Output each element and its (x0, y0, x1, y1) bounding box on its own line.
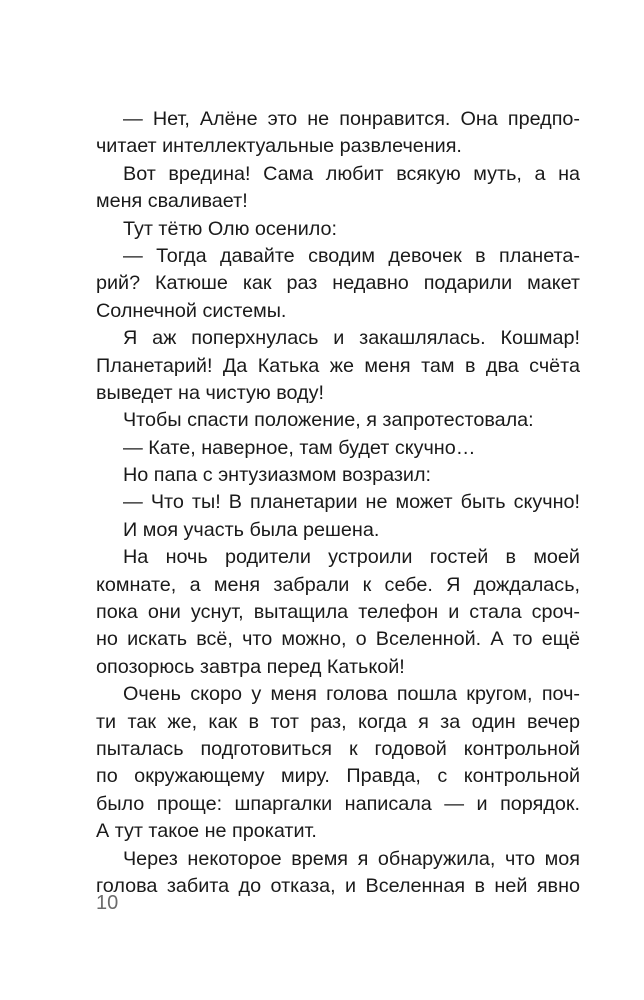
text-line: ти так же, как в тот раз, когда я за один вечер (96, 710, 580, 733)
text-line: меня сваливает! (96, 190, 248, 213)
text-line: Тут тётю Олю осенило: (123, 217, 338, 240)
text-line: — Кате, наверное, там будет скучно… (123, 436, 476, 459)
text-line: пока они уснут, вытащила телефон и стала сроч- (96, 601, 580, 624)
text-line: Я аж поперхнулась и закашлялась. Кошмар! (123, 327, 580, 350)
text-line: рий? Катюше как раз недавно подарили макет (96, 272, 580, 295)
page-number: 10 (96, 892, 119, 914)
text-line: опозорюсь завтра перед Катькой! (96, 655, 405, 678)
text-line: На ночь родители устроили гостей в моей (123, 546, 580, 569)
text-line: выведет на чистую воду! (96, 381, 324, 404)
text-line: комнате, а меня забрали к себе. Я дождалась, (96, 573, 580, 596)
text-line: Вот вредина! Сама любит всякую муть, а на (123, 162, 580, 185)
text-line: — Тогда давайте сводим девочек в планета- (123, 244, 580, 267)
body-text (96, 106, 580, 900)
text-line: — Что ты! В планетарии не может быть скучно! (123, 491, 580, 514)
text-line: было проще: шпаргалки написала — и порядок. (96, 792, 580, 815)
text-line: И моя участь была решена. (123, 518, 380, 541)
text-line: А тут такое не прокатит. (96, 820, 317, 843)
text-line: пыталась подготовиться к годовой контрольной (96, 737, 580, 760)
text-line: Очень скоро у меня голова пошла кругом, поч- (123, 683, 580, 706)
text-line: Через некоторое время я обнаружила, что моя (123, 847, 580, 870)
text-line: Но папа с энтузиазмом возразил: (123, 464, 432, 487)
text-line: читает интеллектуальные развлечения. (96, 135, 462, 158)
text-line: по окружающему миру. Правда, с контрольной (96, 765, 580, 788)
text-line: Солнечной системы. (96, 299, 287, 322)
text-line: Чтобы спасти положение, я запротестовала: (123, 409, 534, 432)
text-line: Планетарий! Да Катька же меня там в два счёта (96, 354, 580, 377)
text-line: но искать всё, что можно, о Вселенной. А то ещё (96, 628, 580, 651)
text-line: — Нет, Алёне это не понравится. Она предпо- (123, 108, 580, 130)
text-line: голова забита до отказа, и Вселенная в ней явно (96, 874, 580, 897)
